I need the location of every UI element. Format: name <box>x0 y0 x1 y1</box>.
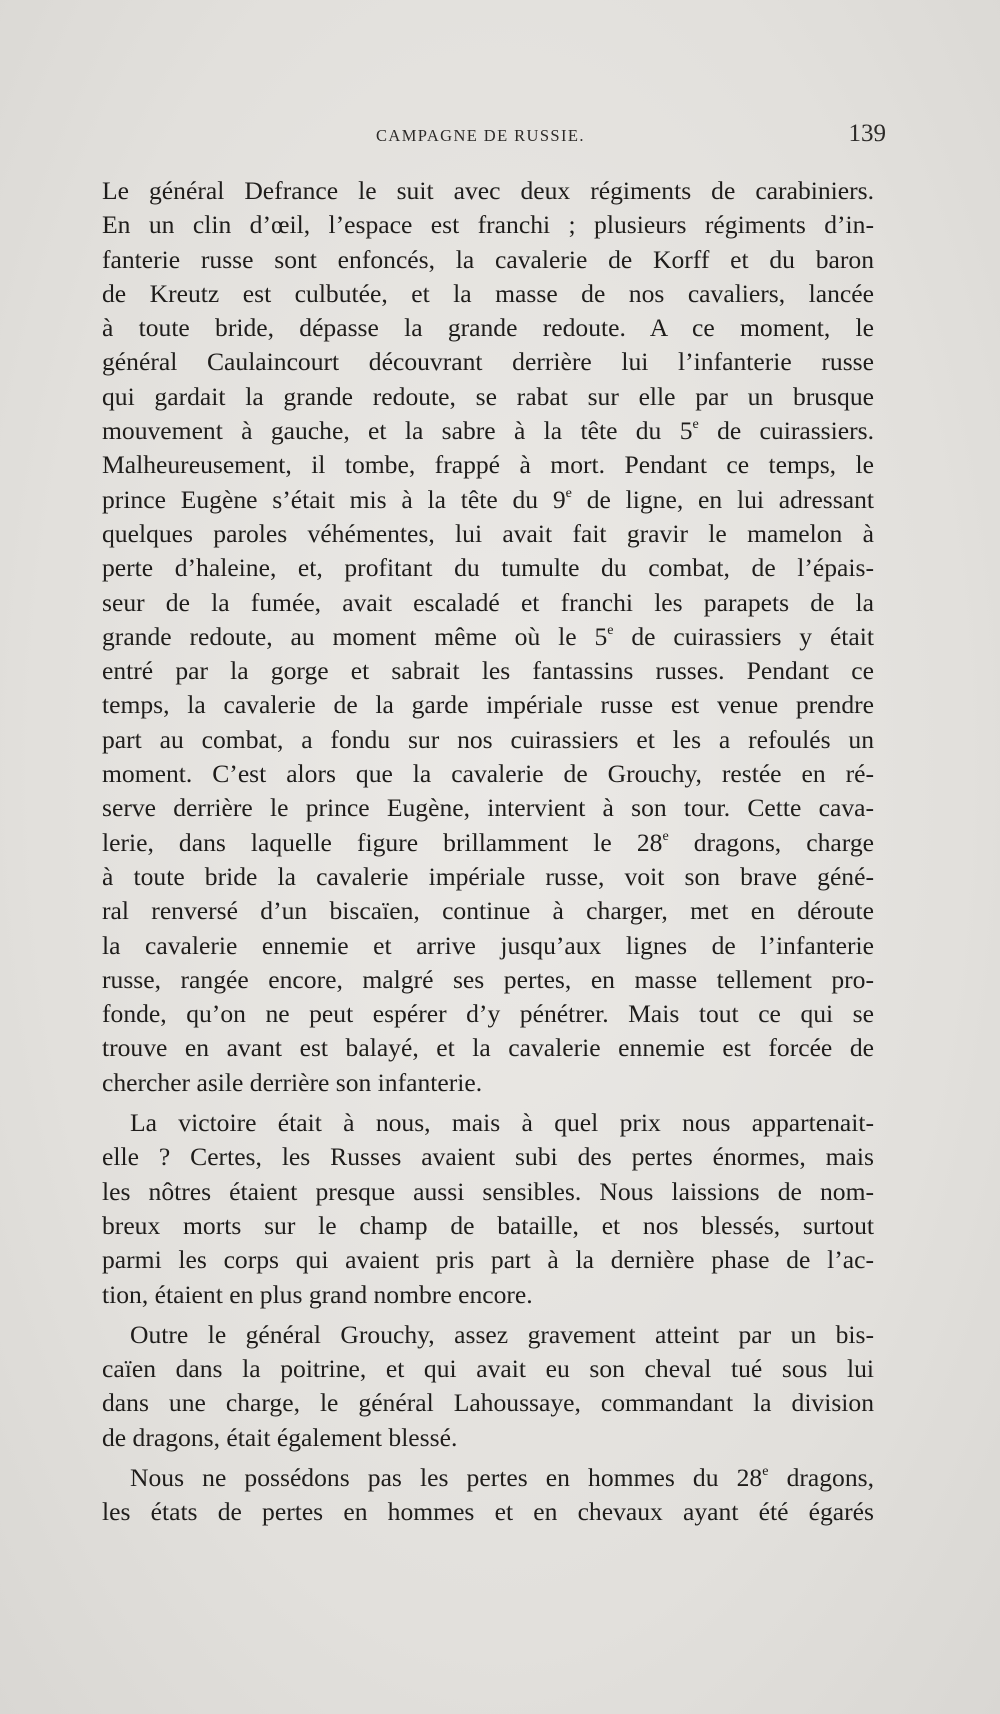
text-line: grande redoute, au moment même où le 5e de cuirassiers y était <box>102 621 875 651</box>
text-line: les nôtres étaient presque aussi sensibles. Nous laissions de nom- <box>102 1176 874 1206</box>
running-head <box>100 122 886 152</box>
text-line: mouvement à gauche, et la sabre à la tête du 5e de cuirassiers. <box>102 415 874 446</box>
paragraph <box>102 1106 874 1312</box>
text-line: temps, la cavalerie de la garde impériale russe est venue prendre <box>102 690 874 720</box>
text-line: Le général Defrance le suit avec deux régiments de carabiniers. <box>102 176 874 205</box>
text-line: serve derrière le prince Eugène, intervient à son tour. Cette cava- <box>102 793 874 823</box>
text-line: de Kreutz est culbutée, et la masse de nos cavaliers, lancée <box>102 278 874 308</box>
text-line: les états de pertes en hommes et en chevaux ayant été égarés <box>102 1497 874 1527</box>
text-line: chercher asile derrière son infanterie. <box>102 1067 483 1097</box>
text-line: lerie, dans laquelle figure brillamment le 28e dragons, charge <box>102 827 874 857</box>
text-line: seur de la fumée, avait escaladé et franchi les parapets de la <box>102 587 874 617</box>
text-line: de dragons, était également blessé. <box>102 1422 458 1452</box>
running-title: CAMPAGNE DE RUSSIE. <box>376 126 585 145</box>
text-line: à toute bride la cavalerie impériale russe, voit son brave géné- <box>102 861 874 891</box>
text-line: part au combat, a fondu sur nos cuirassiers et les a refoulés un <box>102 724 874 754</box>
text-line: à toute bride, dépasse la grande redoute. A ce moment, le <box>102 313 874 343</box>
text-line: quelques paroles véhémentes, lui avait fait gravir le mamelon à <box>102 518 874 548</box>
text-line: ral renversé d’un biscaïen, continue à charger, met en déroute <box>102 896 874 926</box>
text-line: parmi les corps qui avaient pris part à la dernière phase de l’ac- <box>102 1245 874 1275</box>
text-line: La victoire était à nous, mais à quel prix nous appartenait- <box>130 1108 874 1138</box>
text-line: entré par la gorge et sabrait les fantassins russes. Pendant ce <box>102 656 874 686</box>
text-line: la cavalerie ennemie et arrive jusqu’aux lignes de l’infanterie <box>102 930 874 960</box>
text-line: tion, étaient en plus grand nombre encore. <box>102 1279 533 1309</box>
body-text <box>102 174 874 1530</box>
text-line: caïen dans la poitrine, et qui avait eu son cheval tué sous lui <box>102 1354 874 1384</box>
text-line: prince Eugène s’était mis à la tête du 9e de ligne, en lui adressant <box>102 484 874 514</box>
text-line: Nous ne possédons pas les pertes en hommes du 28e dragons, <box>130 1462 874 1492</box>
text-line: breux morts sur le champ de bataille, et nos blessés, surtout <box>102 1210 874 1240</box>
text-line: fonde, qu’on ne peut espérer d’y pénétrer. Mais tout ce qui se <box>102 999 874 1029</box>
paragraph <box>102 174 874 1100</box>
paragraph <box>102 1461 874 1530</box>
text-line: fanterie russe sont enfoncés, la cavalerie de Korff et du baron <box>102 244 874 274</box>
text-line: elle ? Certes, les Russes avaient subi des pertes énormes, mais <box>102 1142 874 1172</box>
text-line: En un clin d’œil, l’espace est franchi ; plusieurs régiments d’in- <box>102 210 874 240</box>
text-line: Outre le général Grouchy, assez gravement atteint par un bis- <box>130 1319 874 1349</box>
paragraph <box>102 1318 874 1455</box>
text-line: Malheureusement, il tombe, frappé à mort. Pendant ce temps, le <box>102 450 874 480</box>
text-line: perte d’haleine, et, profitant du tumulte du combat, de l’épais- <box>102 553 874 583</box>
text-line: qui gardait la grande redoute, se rabat sur elle par un brusque <box>102 381 874 411</box>
text-line: dans une charge, le général Lahoussaye, commandant la division <box>102 1388 874 1418</box>
text-line: moment. C’est alors que la cavalerie de Grouchy, restée en ré- <box>102 759 874 789</box>
text-line: russe, rangée encore, malgré ses pertes, en masse tellement pro- <box>102 964 874 994</box>
text-line: trouve en avant est balayé, et la cavalerie ennemie est forcée de <box>102 1033 874 1063</box>
page-number: 139 <box>848 120 886 147</box>
text-line: général Caulaincourt découvrant derrière lui l’infanterie russe <box>102 347 874 377</box>
